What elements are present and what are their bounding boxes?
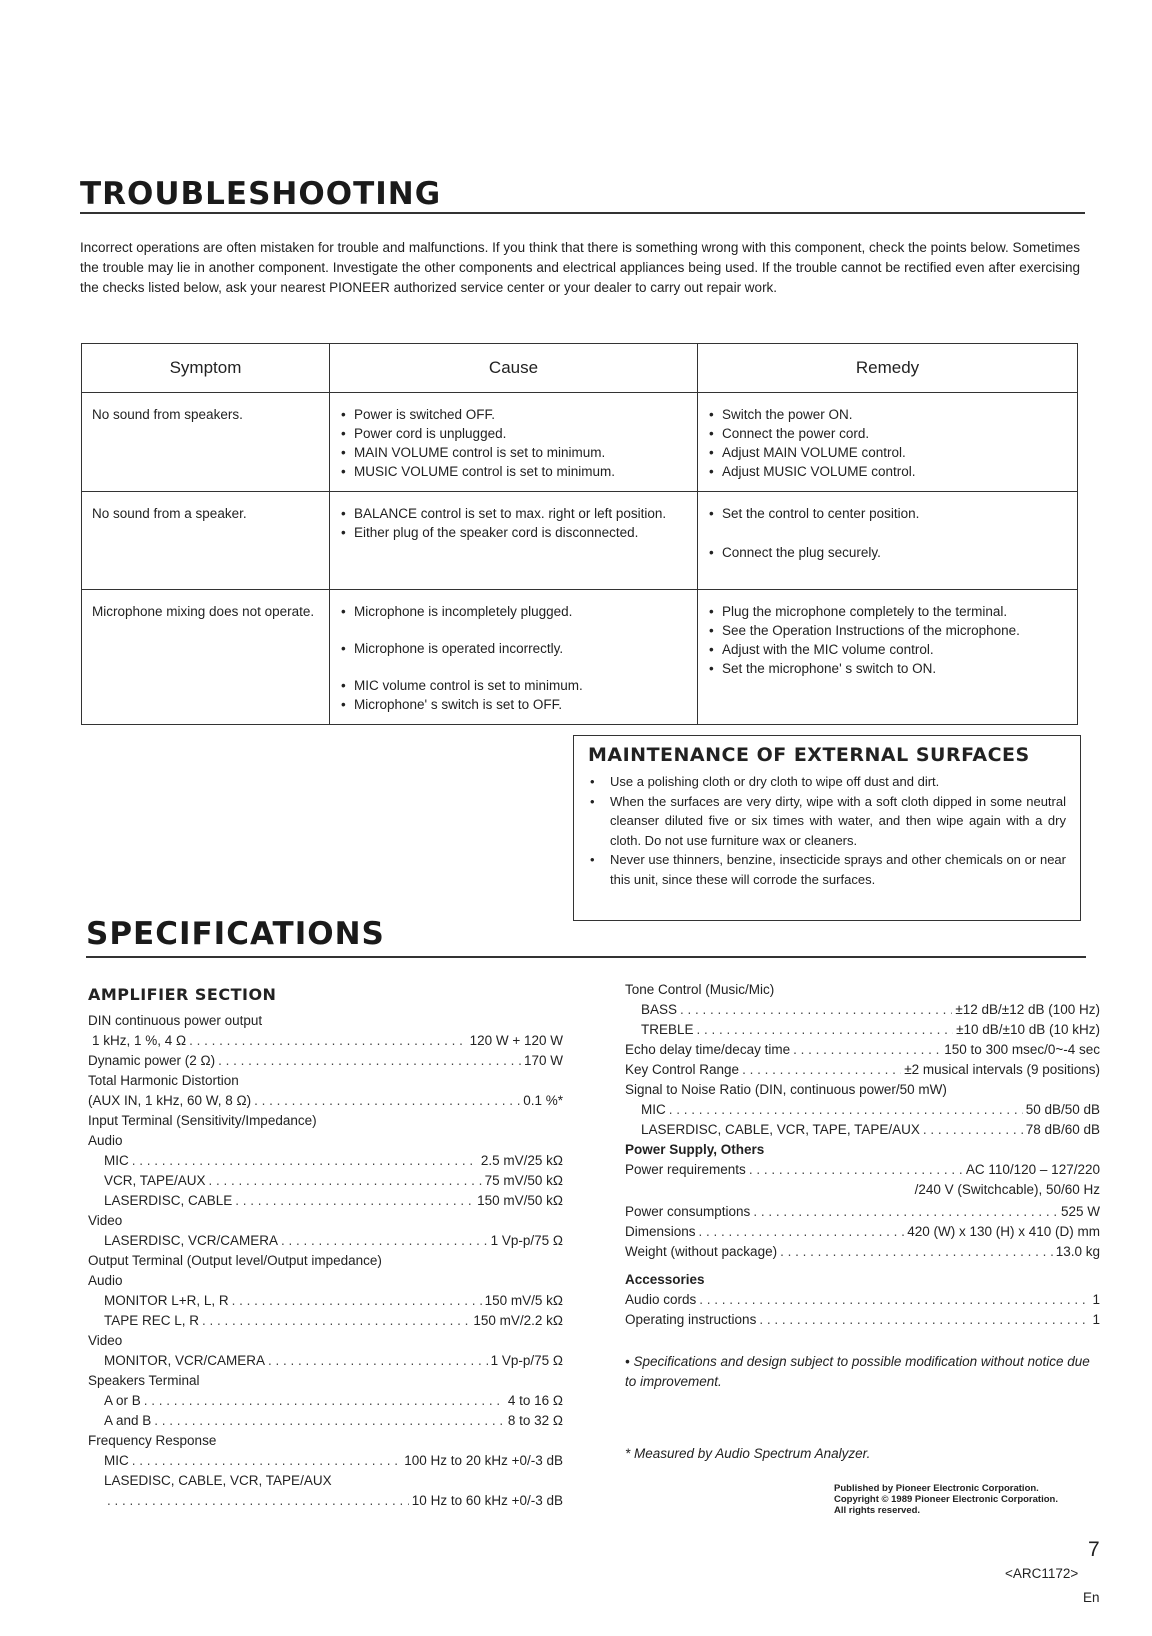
cause-cell xyxy=(330,492,698,590)
leader-dots xyxy=(742,1060,901,1080)
table-row xyxy=(82,492,1078,590)
spec-label: A or B xyxy=(104,1393,141,1408)
title-rule xyxy=(80,212,1085,214)
cause-item: • Power is switched OFF. xyxy=(354,405,687,424)
leader-dots xyxy=(209,1171,482,1191)
leader-dots xyxy=(699,1222,905,1242)
spec-row xyxy=(88,1051,563,1071)
spec-label: Total Harmonic Distortion xyxy=(88,1073,239,1088)
remedy-item: • Set the control to center position. xyxy=(722,504,1067,523)
spec-row xyxy=(625,1202,1100,1222)
spec-row xyxy=(625,1040,1100,1060)
leader-dots xyxy=(281,1231,488,1251)
remedy-header: Remedy xyxy=(698,344,1078,393)
title-rule xyxy=(86,956,1086,958)
remedy-cell xyxy=(698,393,1078,492)
amplifier-section-heading: AMPLIFIER SECTION xyxy=(88,985,277,1004)
maintenance-item: • When the surfaces are very dirty, wipe with a soft cloth dipped in some neutral cleanser diluted five or six times with water, and then wipe again with a dry cloth. Do not use furniture wax or cleaners. xyxy=(610,792,1066,851)
spec-value: 150 mV/50 kΩ xyxy=(477,1193,563,1208)
leader-dots xyxy=(759,1310,1089,1330)
spec-value: 1 xyxy=(1092,1292,1100,1307)
symptom-cell: No sound from a speaker. xyxy=(82,492,330,590)
specifications-title: SPECIFICATIONS xyxy=(86,916,385,952)
spec-label: MIC xyxy=(641,1102,666,1117)
table-header-row xyxy=(82,344,1078,393)
spec-value: /240 V (Switchcable), 50/60 Hz xyxy=(914,1182,1100,1197)
spec-label: Audio cords xyxy=(625,1292,697,1307)
table-row xyxy=(82,393,1078,492)
spec-value: 75 mV/50 kΩ xyxy=(484,1173,563,1188)
spec-row xyxy=(625,1120,1100,1140)
spec-label: Frequency Response xyxy=(88,1433,217,1448)
spec-label: LASERDISC, CABLE xyxy=(104,1193,233,1208)
spec-label: Power requirements xyxy=(625,1162,746,1177)
spec-label: Operating instructions xyxy=(625,1312,757,1327)
cause-cell xyxy=(330,590,698,725)
spec-label: Key Control Range xyxy=(625,1062,740,1077)
troubleshooting-intro: Incorrect operations are often mistaken for trouble and malfunctions. If you think that there is something wrong with this component, check the points below. Sometimes the trouble may lie in another component. Investigate the other components and electrical appliances being used. If the trouble cannot be rectified even after exercising the checks listed below, ask your nearest PIONEER authorized service center or your dealer to carry out repair work. xyxy=(80,240,1080,295)
spec-label: VCR, TAPE/AUX xyxy=(104,1173,206,1188)
spec-row xyxy=(88,1411,563,1431)
leader-dots xyxy=(753,1202,1058,1222)
leader-dots xyxy=(268,1351,488,1371)
spec-row xyxy=(88,1031,563,1051)
amplifier-specs xyxy=(88,985,563,1511)
spec-label: Audio xyxy=(88,1133,123,1148)
leader-dots xyxy=(218,1051,521,1071)
leader-dots xyxy=(680,1000,952,1020)
spec-value: 525 W xyxy=(1060,1204,1100,1219)
specifications-note: • Specifications and design subject to possible modification without notice due to improvement. xyxy=(625,1354,1090,1389)
remedy-cell xyxy=(698,492,1078,590)
spec-value: ±10 dB/±10 dB (10 kHz) xyxy=(956,1022,1100,1037)
spec-value: 150 to 300 msec/0~-4 sec xyxy=(944,1042,1100,1057)
symptom-cell: Microphone mixing does not operate. xyxy=(82,590,330,725)
spec-label: MIC xyxy=(104,1453,129,1468)
spec-value: 0.1 %* xyxy=(523,1093,563,1108)
spec-value: 50 dB/50 dB xyxy=(1025,1102,1100,1117)
cause-item: • Microphone is incompletely plugged. xyxy=(354,602,687,621)
spec-row xyxy=(88,1491,563,1511)
rights-line: All rights reserved. xyxy=(834,1505,921,1516)
spec-label: Echo delay time/decay time xyxy=(625,1042,791,1057)
leader-dots xyxy=(793,1040,941,1060)
spec-value: 1 xyxy=(1092,1312,1100,1327)
spec-row xyxy=(88,1391,563,1411)
remedy-item xyxy=(722,543,1067,562)
spec-row xyxy=(88,1451,563,1471)
maintenance-box xyxy=(573,735,1081,921)
cause-item xyxy=(354,676,687,695)
copyright-line: Copyright © 1989 Pioneer Electronic Corporation. xyxy=(834,1494,1058,1505)
cause-item: • Microphone' s switch is set to OFF. xyxy=(354,695,687,714)
spec-label: TREBLE xyxy=(641,1022,694,1037)
spec-row xyxy=(625,1160,1100,1180)
cause-item: • Either plug of the speaker cord is disconnected. xyxy=(354,523,687,542)
maintenance-item: • Never use thinners, benzine, insecticide sprays and other chemicals on or near this unit, since these will corrode the surfaces. xyxy=(610,850,1066,889)
spec-row xyxy=(625,1060,1100,1080)
spec-row xyxy=(625,1100,1100,1120)
spec-label: Power consumptions xyxy=(625,1204,751,1219)
spec-value: 420 (W) x 130 (H) x 410 (D) mm xyxy=(907,1224,1100,1239)
spec-value: 2.5 mV/25 kΩ xyxy=(480,1153,563,1168)
spec-label: Audio xyxy=(88,1273,123,1288)
spec-label: A and B xyxy=(104,1413,152,1428)
spec-label: MIC xyxy=(104,1153,129,1168)
leader-dots xyxy=(107,1491,409,1511)
spec-label: 1 kHz, 1 %, 4 Ω xyxy=(92,1033,187,1048)
remedy-item: • Adjust MUSIC VOLUME control. xyxy=(722,462,1067,481)
leader-dots xyxy=(697,1020,954,1040)
spec-label: Video xyxy=(88,1333,123,1348)
spec-label: Tone Control (Music/Mic) xyxy=(625,982,775,997)
spec-value: 13.0 kg xyxy=(1055,1244,1100,1259)
spec-label: (AUX IN, 1 kHz, 60 W, 8 Ω) xyxy=(88,1093,252,1108)
spec-label: Dynamic power (2 Ω) xyxy=(88,1053,216,1068)
leader-dots xyxy=(669,1100,1023,1120)
spec-row xyxy=(88,1151,563,1171)
leader-dots xyxy=(189,1031,466,1051)
spec-row xyxy=(88,1291,563,1311)
remedy-item: • See the Operation Instructions of the microphone. xyxy=(722,621,1067,640)
spec-label: Speakers Terminal xyxy=(88,1373,200,1388)
spec-label: MONITOR, VCR/CAMERA xyxy=(104,1353,266,1368)
spec-value: 10 Hz to 60 kHz +0/-3 dB xyxy=(411,1493,563,1508)
remedy-item: • Adjust MAIN VOLUME control. xyxy=(722,443,1067,462)
remedy-cell xyxy=(698,590,1078,725)
leader-dots xyxy=(154,1411,505,1431)
remedy-text: Connect the plug securely. xyxy=(722,545,881,560)
maintenance-item: • Use a polishing cloth or dry cloth to wipe off dust and dirt. xyxy=(610,772,1066,792)
spec-label: Output Terminal (Output level/Output impedance) xyxy=(88,1253,382,1268)
measurement-footnote: * Measured by Audio Spectrum Analyzer. xyxy=(625,1446,871,1461)
spec-value: 4 to 16 Ω xyxy=(507,1393,563,1408)
spec-label: BASS xyxy=(641,1002,678,1017)
remedy-item: • Plug the microphone completely to the terminal. xyxy=(722,602,1067,621)
cause-item: • MAIN VOLUME control is set to minimum. xyxy=(354,443,687,462)
spec-value: ±2 musical intervals (9 positions) xyxy=(904,1062,1100,1077)
remedy-item: • Adjust with the MIC volume control. xyxy=(722,640,1067,659)
other-specs xyxy=(625,980,1100,1464)
spec-value: 8 to 32 Ω xyxy=(507,1413,563,1428)
troubleshooting-table xyxy=(81,343,1078,725)
spec-value: 150 mV/5 kΩ xyxy=(484,1293,563,1308)
leader-dots xyxy=(144,1391,505,1411)
spec-value: 1 Vp-p/75 Ω xyxy=(490,1233,563,1248)
cause-text: MIC volume control is set to minimum. xyxy=(354,678,583,693)
leader-dots xyxy=(699,1290,1089,1310)
remedy-item: • Set the microphone' s switch to ON. xyxy=(722,659,1067,678)
leader-dots xyxy=(132,1451,402,1471)
spec-row xyxy=(625,1222,1100,1242)
remedy-item: • Switch the power ON. xyxy=(722,405,1067,424)
spec-row xyxy=(625,1020,1100,1040)
spec-row xyxy=(88,1231,563,1251)
cause-item: • MUSIC VOLUME control is set to minimum. xyxy=(354,462,687,481)
maintenance-title: MAINTENANCE OF EXTERNAL SURFACES xyxy=(588,744,1030,766)
cause-text: Microphone is operated incorrectly. xyxy=(354,641,564,656)
spec-label: LASEDISC, CABLE, VCR, TAPE/AUX xyxy=(104,1473,332,1488)
spec-label: Dimensions xyxy=(625,1224,696,1239)
page-number: 7 xyxy=(1088,1538,1100,1561)
spec-value: 120 W + 120 W xyxy=(469,1033,563,1048)
leader-dots xyxy=(202,1311,470,1331)
spec-row xyxy=(625,1310,1100,1330)
spec-label: TAPE REC L, R xyxy=(104,1313,200,1328)
troubleshooting-title: TROUBLESHOOTING xyxy=(80,176,442,212)
language-code: En xyxy=(1083,1590,1100,1605)
table-row xyxy=(82,590,1078,725)
cause-item xyxy=(354,639,687,658)
spec-value: 170 W xyxy=(523,1053,563,1068)
remedy-item: • Connect the power cord. xyxy=(722,424,1067,443)
leader-dots xyxy=(232,1291,482,1311)
spec-row xyxy=(88,1191,563,1211)
publisher-notice xyxy=(834,1483,1058,1516)
publisher-line: Published by Pioneer Electronic Corporation. xyxy=(834,1483,1039,1494)
spec-label: Input Terminal (Sensitivity/Impedance) xyxy=(88,1113,317,1128)
spec-row xyxy=(625,1242,1100,1262)
spec-value: 100 Hz to 20 kHz +0/-3 dB xyxy=(404,1453,563,1468)
accessories-heading: Accessories xyxy=(625,1272,705,1287)
cause-header: Cause xyxy=(330,344,698,393)
leader-dots xyxy=(749,1160,963,1180)
spec-row xyxy=(88,1091,563,1111)
cause-item: • Power cord is unplugged. xyxy=(354,424,687,443)
leader-dots xyxy=(780,1242,1053,1262)
spec-row xyxy=(625,1000,1100,1020)
leader-dots xyxy=(923,1120,1023,1140)
spec-value: 150 mV/2.2 kΩ xyxy=(473,1313,563,1328)
spec-value: 1 Vp-p/75 Ω xyxy=(490,1353,563,1368)
leader-dots xyxy=(254,1091,520,1111)
cause-cell xyxy=(330,393,698,492)
spec-row xyxy=(88,1171,563,1191)
document-code: <ARC1172> xyxy=(1005,1566,1079,1581)
cause-item: • BALANCE control is set to max. right or left position. xyxy=(354,504,687,523)
spec-value: 78 dB/60 dB xyxy=(1025,1122,1100,1137)
spec-label: Video xyxy=(88,1213,123,1228)
spec-label: Weight (without package) xyxy=(625,1244,778,1259)
spec-label: Signal to Noise Ratio (DIN, continuous power/50 mW) xyxy=(625,1082,947,1097)
spec-label: LASERDISC, VCR/CAMERA xyxy=(104,1233,279,1248)
spec-label: LASERDISC, CABLE, VCR, TAPE, TAPE/AUX xyxy=(641,1122,920,1137)
symptom-header: Symptom xyxy=(82,344,330,393)
spec-row xyxy=(625,1290,1100,1310)
power-supply-heading: Power Supply, Others xyxy=(625,1142,765,1157)
symptom-cell: No sound from speakers. xyxy=(82,393,330,492)
leader-dots xyxy=(235,1191,474,1211)
leader-dots xyxy=(132,1151,478,1171)
spec-label: MONITOR L+R, L, R xyxy=(104,1293,229,1308)
spec-row xyxy=(88,1351,563,1371)
spec-label: DIN continuous power output xyxy=(88,1013,263,1028)
spec-value: AC 110/120 – 127/220 xyxy=(965,1162,1100,1177)
spec-value: ±12 dB/±12 dB (100 Hz) xyxy=(955,1002,1100,1017)
spec-row xyxy=(88,1311,563,1331)
